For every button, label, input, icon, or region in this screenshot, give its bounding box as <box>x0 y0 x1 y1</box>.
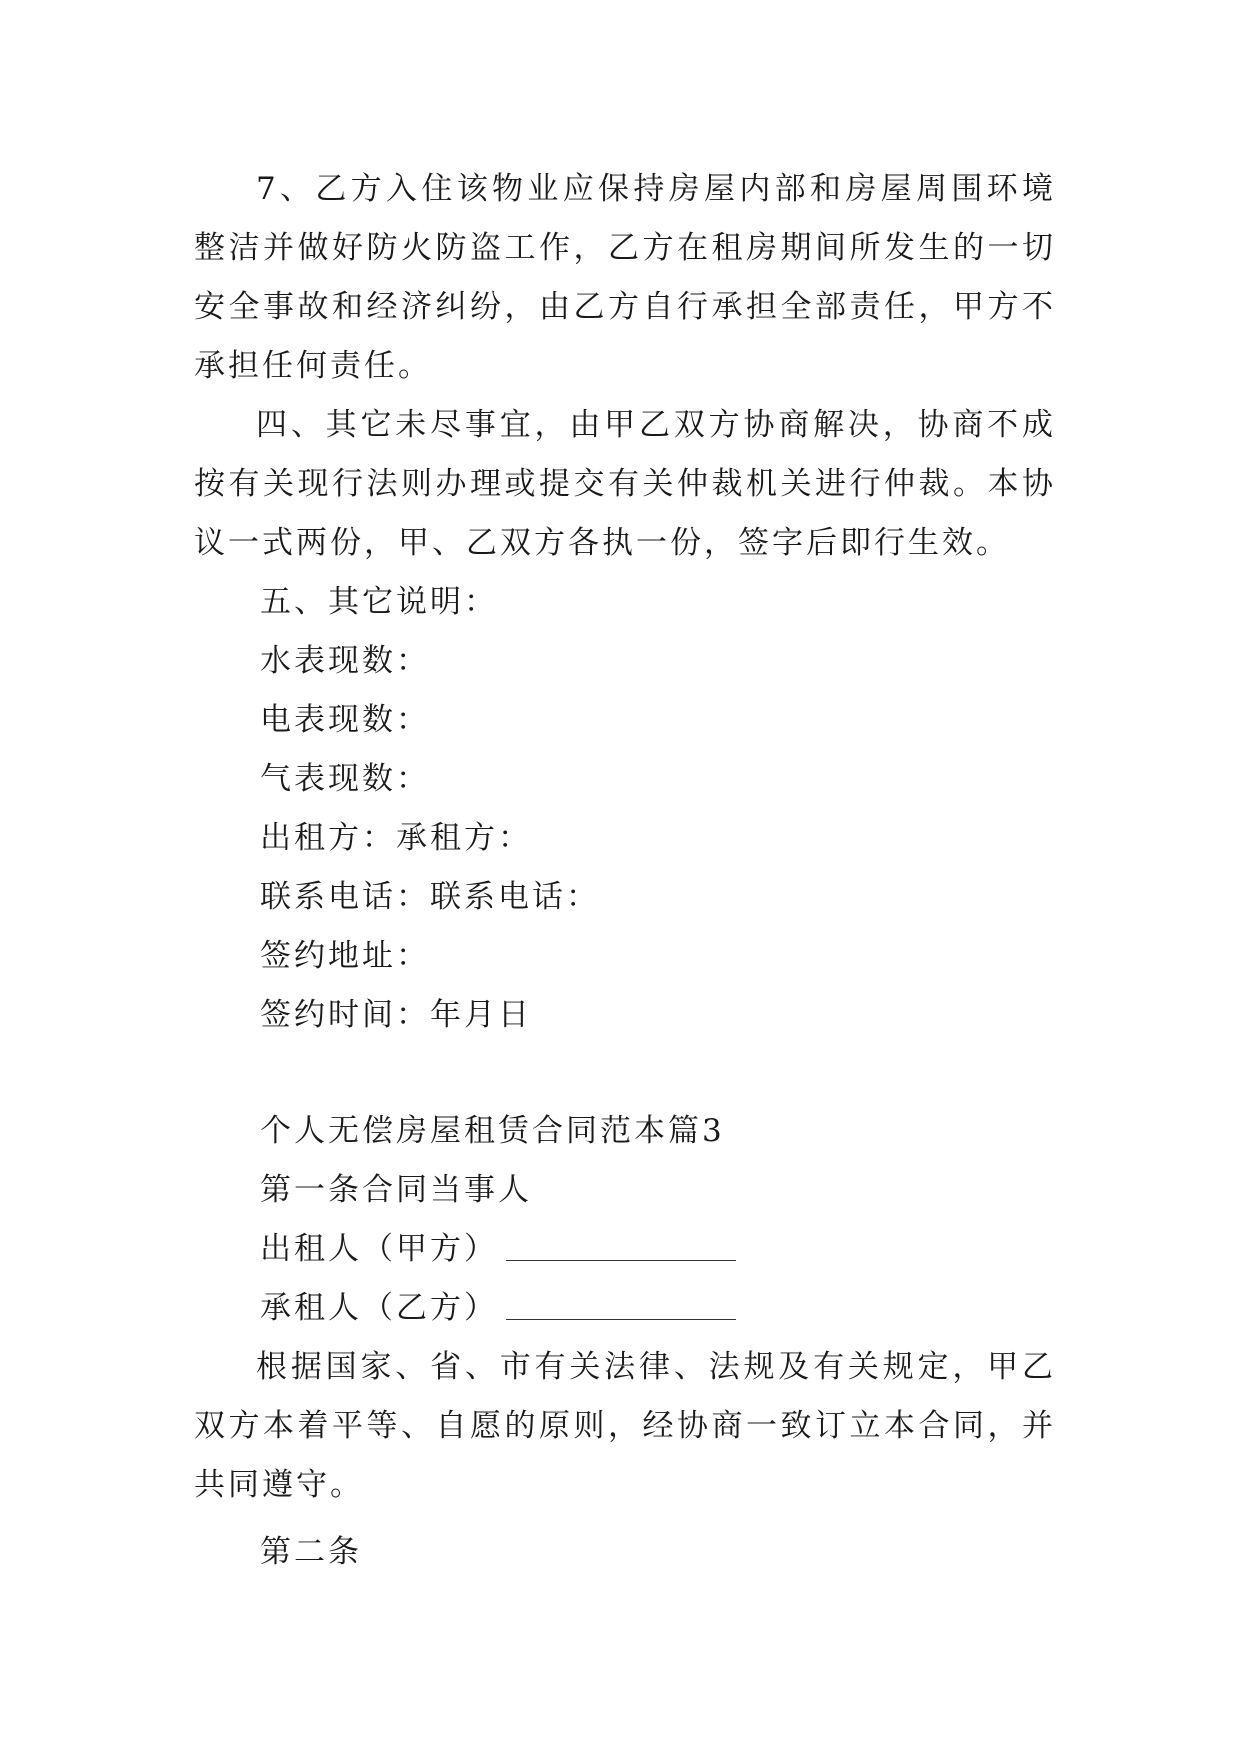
lessor-field-row <box>260 1220 1056 1279</box>
lessor-blank <box>506 1230 736 1261</box>
signing-address-line: 签约地址： <box>260 938 430 974</box>
parties-line: 出租方：承租方： <box>260 820 532 856</box>
article-1-title: 第一条合同当事人 <box>260 1172 532 1208</box>
clause-4-paragraph: 四、其它未尽事宜，由甲乙双方协商解决，协商不成按有关现行法则办理或提交有关仲裁机关进行仲裁。本协议一式两份，甲、乙双方各执一份，签字后即行生效。 <box>194 407 1056 561</box>
phone-line: 联系电话：联系电话： <box>260 879 600 915</box>
signing-date-line: 签约时间：年月日 <box>260 997 532 1033</box>
article-2-title: 第二条 <box>260 1534 362 1570</box>
clause-7-paragraph: 7、乙方入住该物业应保持房屋内部和房屋周围环境整洁并做好防火防盗工作，乙方在租房期间所发生的一切安全事故和经济纠纷，由乙方自行承担全部责任，甲方不承担任何责任。 <box>194 171 1056 384</box>
section-title: 个人无偿房屋租赁合同范本篇3 <box>260 1113 725 1149</box>
other-notes-heading: 五、其它说明： <box>260 584 498 620</box>
lessee-blank <box>506 1289 736 1320</box>
gas-meter-line: 气表现数： <box>260 761 430 797</box>
lessee-field-row <box>260 1279 1056 1338</box>
document-body <box>194 160 1056 1582</box>
section-gap <box>194 1045 1056 1102</box>
water-meter-line: 水表现数： <box>260 643 430 679</box>
basis-paragraph: 根据国家、省、市有关法律、法规及有关规定，甲乙双方本着平等、自愿的原则，经协商一致订立本合同，并共同遵守。 <box>194 1349 1056 1503</box>
electric-meter-line: 电表现数： <box>260 702 430 738</box>
lessor-label: 出租人（甲方） <box>260 1231 498 1267</box>
lessee-label: 承租人（乙方） <box>260 1290 498 1326</box>
